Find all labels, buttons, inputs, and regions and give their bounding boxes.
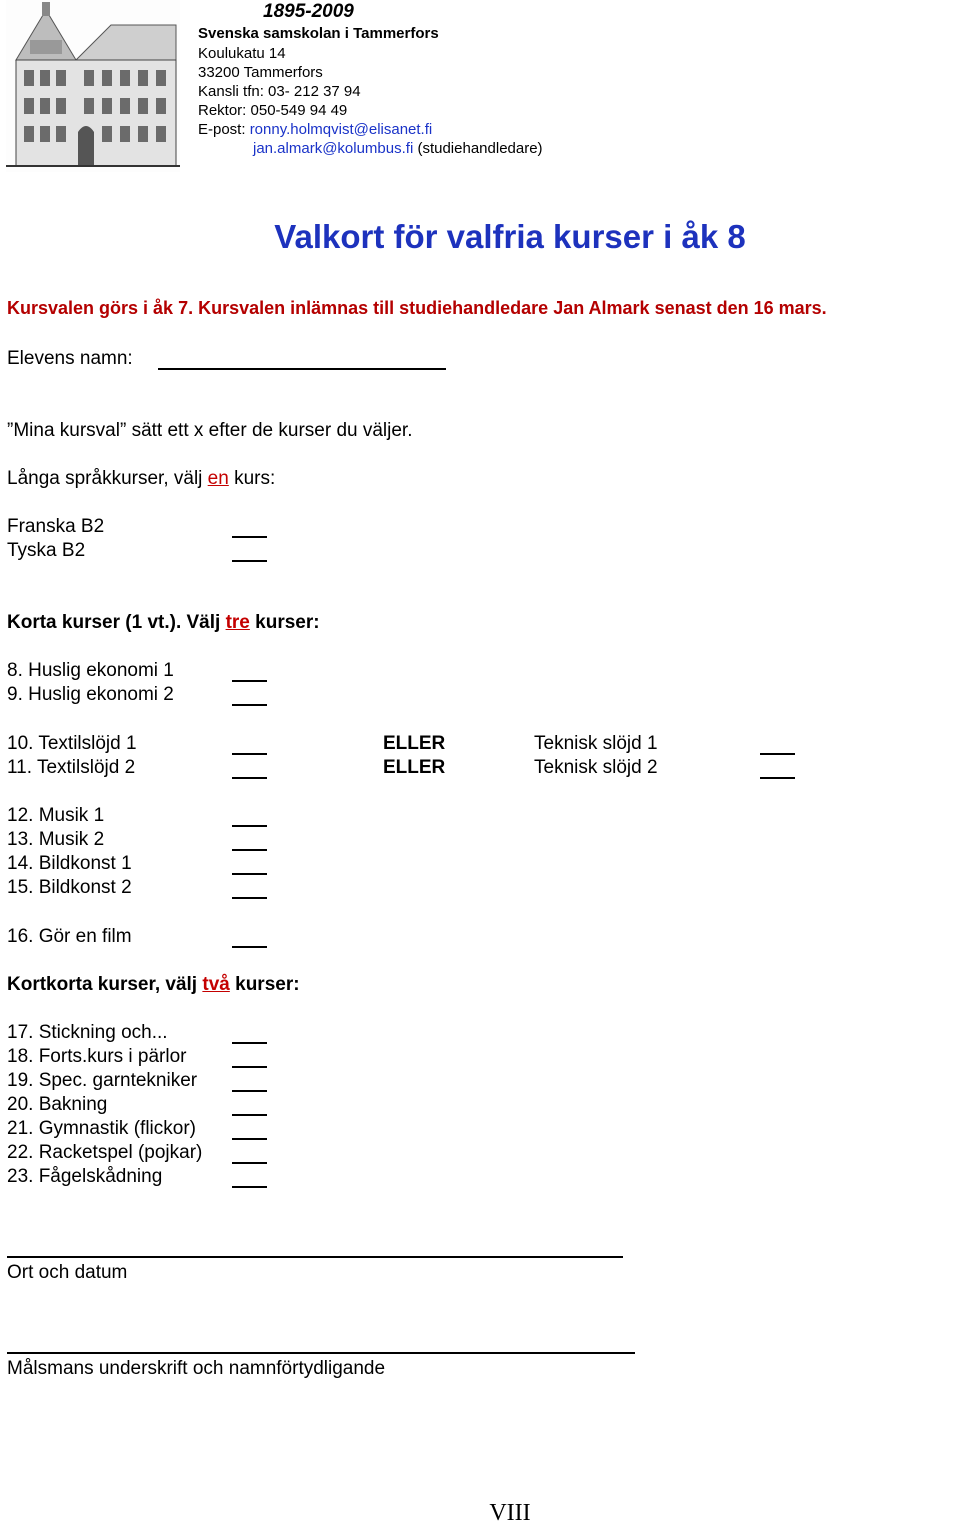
course-checkbox-blank[interactable] [232,1114,267,1116]
course-label: Tyska B2 [7,540,86,561]
heading-emphasis: tre [225,612,250,633]
heading-text-end: kurs: [228,468,276,489]
course-label: 17. Stickning och... [7,1022,168,1043]
principal-phone: Rektor: 050-549 94 49 [198,102,348,119]
course-checkbox-blank[interactable] [232,1138,267,1140]
course-checkbox-blank[interactable] [232,1186,267,1188]
student-name-label: Elevens namn: [7,348,133,369]
email-line-2 [253,139,543,158]
course-checkbox-blank[interactable] [760,753,795,755]
course-label: 14. Bildkonst 1 [7,853,132,874]
course-checkbox-blank[interactable] [232,1162,267,1164]
or-word: ELLER [383,733,446,754]
course-label: 12. Musik 1 [7,805,105,826]
course-checkbox-blank[interactable] [232,1090,267,1092]
school-building-image [6,0,180,172]
course-checkbox-blank[interactable] [232,849,267,851]
course-checkbox-blank[interactable] [232,777,267,779]
course-checkbox-blank[interactable] [232,873,267,875]
page-title: Valkort för valfria kurser i åk 8 [274,218,746,255]
course-checkbox-blank[interactable] [760,777,795,779]
course-label: 19. Spec. garntekniker [7,1070,198,1091]
page-number: VIII [489,1500,531,1526]
heading-text: Korta kurser (1 vt.). Välj [7,612,226,633]
email-line-1 [198,120,432,139]
school-street: Koulukatu 14 [198,45,286,62]
school-years: 1895-2009 [263,1,354,22]
heading-emphasis: två [202,974,230,995]
course-checkbox-blank[interactable] [232,680,267,682]
choices-instruction: ”Mina kursval” sätt ett x efter de kurser du väljer. [7,420,413,441]
course-checkbox-blank[interactable] [232,753,267,755]
course-label: 8. Huslig ekonomi 1 [7,660,174,681]
course-checkbox-blank[interactable] [232,946,267,948]
office-phone: Kansli tfn: 03- 212 37 94 [198,83,361,100]
course-checkbox-blank[interactable] [232,1042,267,1044]
heading-text-end: kurser: [229,974,300,995]
email-link-principal[interactable]: ronny.holmqvist@elisanet.fi [249,121,433,138]
course-label: 21. Gymnastik (flickor) [7,1118,196,1139]
email-label: E-post: [198,121,250,138]
email-note: (studiehandledare) [413,140,543,157]
course-label: Franska B2 [7,516,105,537]
course-label: 11. Textilslöjd 2 [7,757,136,778]
school-postal: 33200 Tammerfors [198,64,323,81]
course-checkbox-blank[interactable] [232,704,267,706]
email-link-counselor[interactable]: jan.almark@kolumbus.fi [253,140,414,157]
course-label: Teknisk slöjd 2 [534,757,658,778]
short-courses-heading [7,612,320,634]
place-date-label: Ort och datum [7,1262,128,1283]
course-label: 15. Bildkonst 2 [7,877,132,898]
course-label: 16. Gör en film [7,926,132,947]
or-word: ELLER [383,757,446,778]
very-short-courses-heading [7,974,300,996]
course-label: Teknisk slöjd 1 [534,733,658,754]
course-label: 9. Huslig ekonomi 2 [7,684,174,705]
signature-line[interactable] [7,1352,635,1354]
course-label: 23. Fågelskådning [7,1166,163,1187]
heading-text: Långa språkkurser, välj [7,468,208,489]
course-checkbox-blank[interactable] [232,1066,267,1068]
heading-emphasis: en [207,468,229,489]
deadline-instruction: Kursvalen görs i åk 7. Kursvalen inlämnas till studiehandledare Jan Almark senast den 16 mars. [7,298,827,318]
course-label: 18. Forts.kurs i pärlor [7,1046,187,1067]
school-name: Svenska samskolan i Tammerfors [198,25,439,42]
guardian-signature-label: Målsmans underskrift och namnförtydligande [7,1358,386,1379]
course-label: 10. Textilslöjd 1 [7,733,137,754]
heading-text-end: kurser: [249,612,320,633]
course-checkbox-blank[interactable] [232,560,267,562]
course-label: 13. Musik 2 [7,829,105,850]
place-date-line[interactable] [7,1256,623,1258]
course-label: 22. Racketspel (pojkar) [7,1142,203,1163]
course-checkbox-blank[interactable] [232,897,267,899]
course-label: 20. Bakning [7,1094,108,1115]
course-checkbox-blank[interactable] [232,825,267,827]
student-name-field[interactable] [158,368,446,370]
course-checkbox-blank[interactable] [232,536,267,538]
long-languages-heading [7,468,275,490]
heading-text: Kortkorta kurser, välj [7,974,203,995]
